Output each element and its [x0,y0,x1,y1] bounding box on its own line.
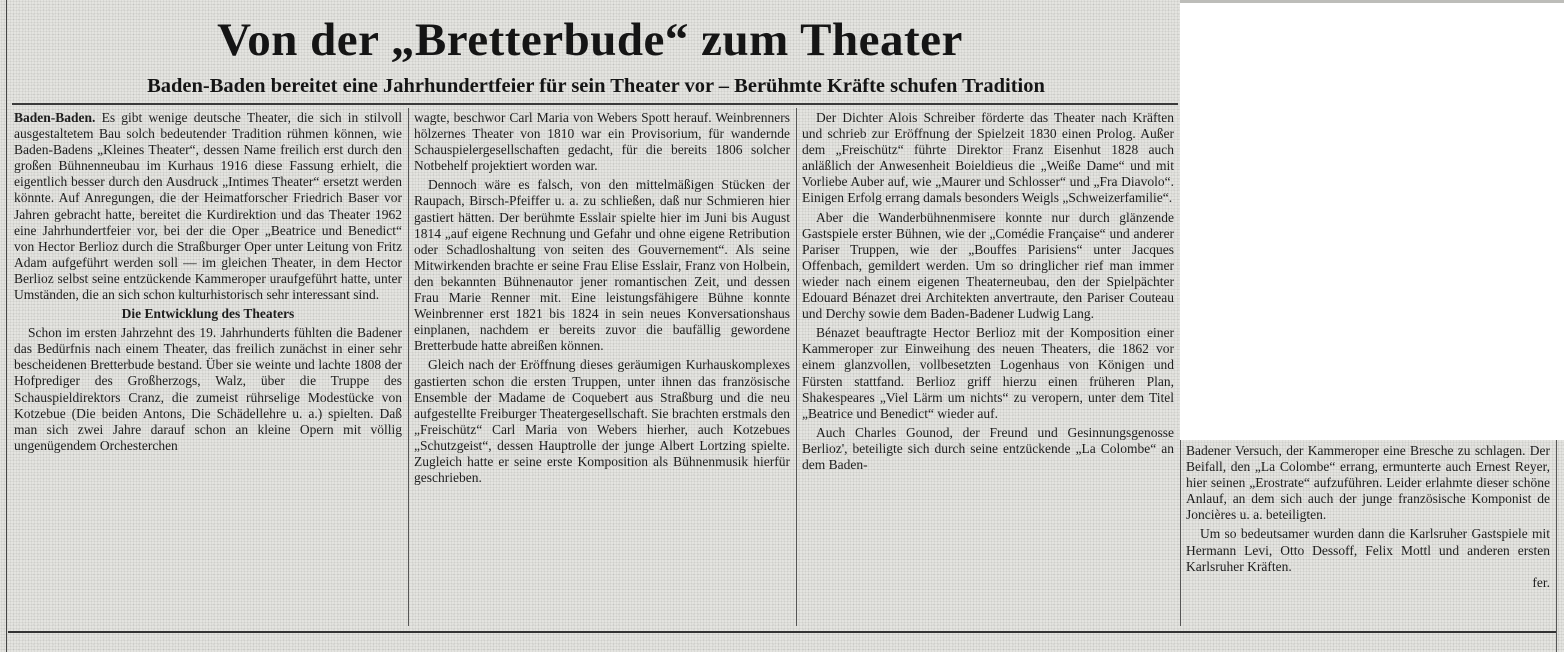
article-column-2 [414,110,790,489]
paragraph-text: Es gibt wenige deutsche Theater, die sich in stilvoll ausgestaltetem Bau solch bedeutender Tradition rühmen können, wie Baden-Badens „Kleines Theater“, dessen Name freilich erst durch den großen Bühnenneubau im Kurhaus 1916 diese Fassung erhielt, die eigentlich besser durch den Ausdruck „Intimes Theater“ ersetzt werden könnte. Auf Anregungen, die der Heimatforscher Friedrich Baser vor Jahren gebracht hatte, bereitet die Kurdirektion und das Theater 1962 eine Jahrhundertfeier vor, bei der die Oper „Beatrice und Benedict“ von Hector Berlioz durch die Straßburger Oper unter Leitung von Fritz Adam aufgeführt werden soll — im gleichen Theater, in dem Hector Berlioz selbst seine entzückende Kammeroper uraufgeführt hatte, unter Umständen, die an sich schon kulturhistorisch sehr interessant sind. [14,110,402,303]
section-heading: Die Entwicklung des Theaters [121,306,295,322]
dateline: Baden-Baden. [14,110,96,125]
article-column-1 [14,110,402,457]
bottom-rule [8,631,1556,633]
paragraph: wagte, beschwor Carl Maria von Webers Spott herauf. Weinbrenners hölzernes Theater von 1810 war ein Provisorium, für wandernde Schauspielergesellschaften gedacht, für die bereits 1806 solcher Notbehelf projektiert worden war. [414,110,790,174]
clipping-right-edge [1556,440,1557,652]
paragraph: Um so bedeutsamer wurden dann die Karlsruher Gastspiele mit Hermann Levi, Otto Dessoff, Felix Mottl und anderen ersten Karlsruher Kräften. [1186,526,1550,574]
paragraph: Auch Charles Gounod, der Freund und Gesinnungsgenosse Berlioz', beteiligte sich durch seine entzückende „La Colombe“ an dem Baden- [802,424,1174,472]
column-divider [796,108,797,626]
article-column-3 [802,110,1174,476]
column-divider [408,108,409,626]
author-signature: fer. [1532,574,1550,590]
paragraph: Bénazet beauftragte Hector Berlioz mit der Komposition einer Kammeroper zur Einweihung des neuen Theaters, die 1862 vor einem glanzvollen, vollbesetzten Logenhaus von Königen und Fürsten stattfand. Berlioz griff hierzu einen früheren Plan, Shakespeares „Viel Lärm um nichts“ zu veropern, unter dem Titel „Beatrice und Benedict“ wieder auf. [802,325,1174,421]
paragraph [14,110,402,303]
column-divider [1180,440,1181,626]
paragraph: Dennoch wäre es falsch, von den mittelmäßigen Stücken der Raupach, Birsch-Pfeiffer u. a. zu schließen, daß nur Schmieren hier gastiert hätten. Der berühmte Esslair spielte hier im Juni bis August 1814 „auf eigene Rechnung und Gefahr und ohne eigene Retribution oder Schadloshaltung von seiten des Gouvernement“. Als seine Mitwirkenden brachte er seine Frau Elise Esslair, Franz von Holbein, den bekannten Bühnenautor jener romantischen Zeit, und dessen Frau Marie Renner mit. Eine leistungsfähigere Bühne konnte Weinbrenner erst 1821 bis 1824 in sein neues Konversationshaus einplanen, nachdem er bereits zuvor die baufällig gewordene Bretterbude hatte abreißen können. [414,177,790,354]
paragraph: Badener Versuch, der Kammeroper eine Bresche zu schlagen. Der Beifall, den „La Colombe“ errang, ermunterte auch Ernest Reyer, hier seinen „Erostrate“ aufzuführen. Leider erlahmte dieser schöne Anlauf, an dem sich auch der junge französische Komponist de Joncières u. a. beteiligten. [1186,443,1550,523]
torn-edge [1180,0,1564,3]
clipping-left-edge [6,0,7,652]
subheadline: Baden-Baden bereitet eine Jahrhundertfeier für sein Theater vor – Berühmte Kräfte schufen Tradition [147,75,1045,97]
article-column-4 [1186,443,1550,590]
paragraph: Schon im ersten Jahrzehnt des 19. Jahrhunderts fühlten die Badener das Bedürfnis nach einem Theater, das freilich zunächst in einer sehr bescheidenen Bretterbude bestand. Über sie weinte und lachte 1808 der Hofprediger des Großherzogs, Walz, über die Truppe des Schauspieldirektors Cranz, die zumeist rührselige Modestücke von Kotzebue (Die beiden Antons, Die Schädellehre u. a.) spielten. Daß man sich zwei Jahre darauf schon an kleine Opern mit völlig ungenügendem Orchesterchen [14,325,402,453]
paragraph: Aber die Wanderbühnenmisere konnte nur durch glänzende Gastspiele erster Bühnen, wie der „Comédie Française“ und anderer Pariser Truppen, wie der „Bouffes Parisiens“ unter Jacques Offenbach, gemildert werden. Um so dringlicher rief man immer wieder nach einem eigenen Theaterneubau, den der Spielpächter Edouard Bénazet drei Architekten anvertraute, den Pariser Couteau und Derchy sowie dem Baden-Badener Ludwig Lang. [802,209,1174,322]
headline: Von der „Bretterbude“ zum Theater [217,14,963,66]
paragraph: Gleich nach der Eröffnung dieses geräumigen Kurhauskomplexes gastierten schon die ersten Truppen, unter ihnen das französische Ensemble der Madame de Coquebert aus Straßburg und die neu aufgestellte Freiburger Theatergesellschaft. Sie brachten erstmals den „Freischütz“ Carl Maria von Webers hierher, auch Kotzebues „Schutzgeist“, dessen Hauptrolle der junge Albert Lortzing spielte. Zugleich hatte er seine erste Komposition als Bühnenmusik hierfür geschrieben. [414,357,790,486]
subheadline-rule [12,103,1178,105]
paragraph: Der Dichter Alois Schreiber förderte das Theater nach Kräften und schrieb zur Eröffnung der Spielzeit 1830 einen Prolog. Außer dem „Freischütz“ führte Direktor Franz Eisenhut 1828 auch anläßlich der Anwesenheit Boieldieus die „Weiße Dame“ und mit Vorliebe Auber auf, wie „Maurer und Schlosser“ und „Fra Diavolo“. Einigen Erfolg errang damals besonders Weigls „Schweizerfamilie“. [802,110,1174,206]
blank-area [1180,0,1564,440]
